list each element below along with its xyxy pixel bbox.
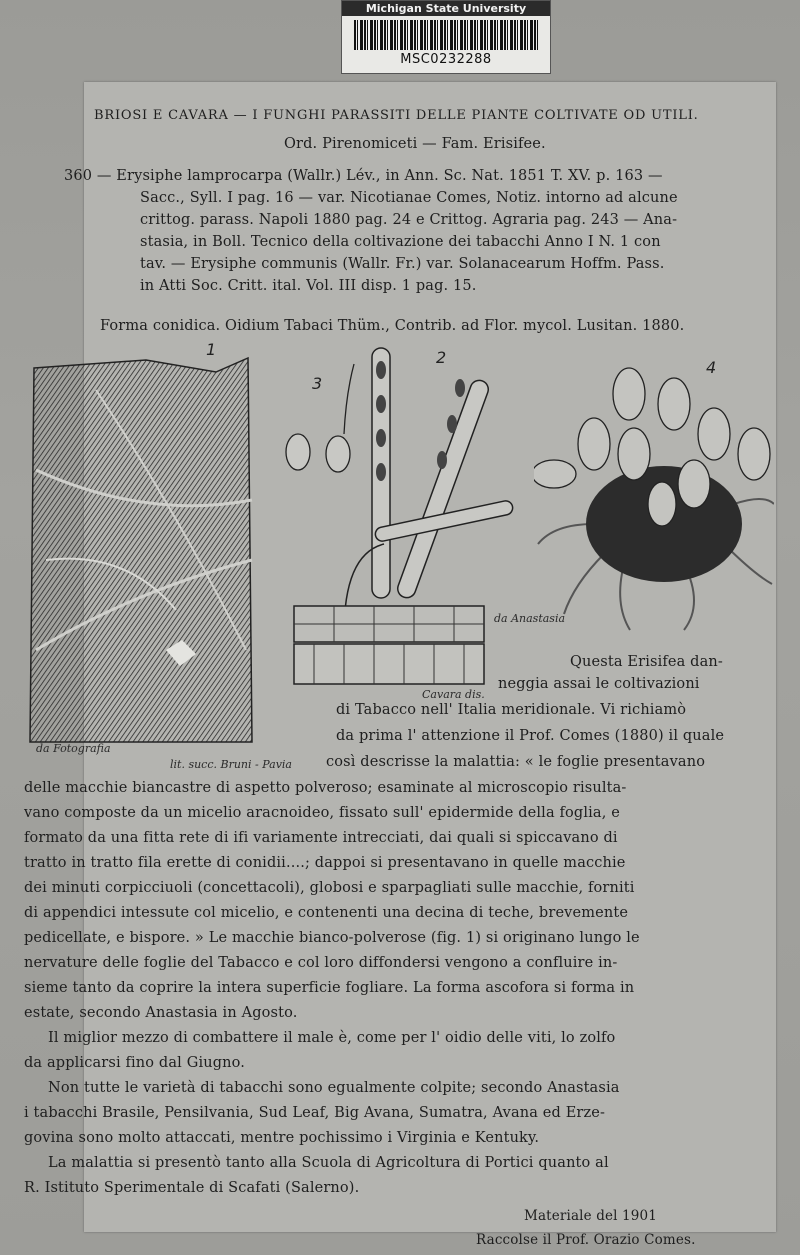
body-line: di appendici intessute col micelio, e contenenti una decina di teche, brevemente bbox=[24, 905, 629, 921]
figure-label-4: 4 bbox=[706, 358, 717, 377]
body-line: delle macchie biancastre di aspetto polveroso; esaminate al microscopio risulta- bbox=[24, 780, 627, 796]
body-line: formato da una fitta rete di ifi variamente intrecciati, dai quali si spiccavano di bbox=[24, 830, 618, 846]
body-line: di Tabacco nell' Italia meridionale. Vi richiamò bbox=[336, 702, 687, 718]
body-line: sieme tanto da coprire la intera superficie fogliare. La forma ascofora si forma in bbox=[24, 980, 635, 996]
body-line: vano composte da un micelio aracnoideo, fissato sull' epidermide della foglia, e bbox=[24, 805, 620, 821]
body-line: da prima l' attenzione il Prof. Comes (1880) il quale bbox=[336, 728, 725, 744]
body-line: da applicarsi fino dal Giugno. bbox=[24, 1055, 246, 1071]
figure-4-perithecium bbox=[534, 354, 774, 634]
entry-line: 360 — Erysiphe lamprocarpa (Wallr.) Lév., in Ann. Sc. Nat. 1851 T. XV. p. 163 — bbox=[64, 168, 663, 184]
series-title: BRIOSI E CAVARA — I FUNGHI PARASSITI DELLE PIANTE COLTIVATE OD UTILI. bbox=[94, 108, 699, 123]
printed-label bbox=[24, 82, 776, 1248]
body-line: Il miglior mezzo di combattere il male è, come per l' oidio delle viti, lo zolfo bbox=[48, 1030, 616, 1046]
body-line: tratto in tratto fila erette di conidii....; dappoi si presentavano in quelle macchie bbox=[24, 855, 626, 871]
figure-1-leaf bbox=[26, 350, 276, 750]
entry-line: crittog. parass. Napoli 1880 pag. 24 e Crittog. Agraria pag. 243 — Ana- bbox=[140, 212, 678, 228]
material-year: Materiale del 1901 bbox=[524, 1208, 657, 1224]
printer-caption: lit. succ. Bruni - Pavia bbox=[170, 758, 292, 771]
drawer-caption: Cavara dis. bbox=[422, 688, 485, 701]
body-line: La malattia si presentò tanto alla Scuola di Agricoltura di Portici quanto al bbox=[48, 1155, 609, 1171]
body-line: nervature delle foglie del Tabacco e col loro diffondersi vengono a confluire in- bbox=[24, 955, 618, 971]
source-caption: da Anastasia bbox=[494, 612, 566, 625]
body-line: R. Istituto Sperimentale di Scafati (Salerno). bbox=[24, 1180, 360, 1196]
figure-label-3: 3 bbox=[312, 374, 323, 393]
barcode-label bbox=[341, 0, 551, 74]
institution-name: Michigan State University bbox=[342, 1, 550, 16]
body-line: i tabacchi Brasile, Pensilvania, Sud Leaf, Big Avana, Sumatra, Avana ed Erze- bbox=[24, 1105, 606, 1121]
entry-line: stasia, in Boll. Tecnico della coltivazione dei tabacchi Anno I N. 1 con bbox=[140, 234, 661, 250]
collector: Raccolse il Prof. Orazio Comes. bbox=[476, 1232, 696, 1248]
forma-conidica-line: Forma conidica. Oidium Tabaci Thüm., Contrib. ad Flor. mycol. Lusitan. 1880. bbox=[100, 318, 685, 334]
figure-2-conidiophores bbox=[284, 344, 534, 694]
entry-line: in Atti Soc. Critt. ital. Vol. III disp. 1 pag. 15. bbox=[140, 278, 477, 294]
barcode-bars bbox=[354, 20, 538, 50]
body-line: pedicellate, e bispore. » Le macchie bianco-polverose (fig. 1) si originano lungo le bbox=[24, 930, 640, 946]
figure-caption-photo: da Fotografia bbox=[36, 742, 111, 755]
figure-label-1: 1 bbox=[206, 340, 217, 359]
body-line: neggia assai le coltivazioni bbox=[498, 676, 700, 692]
entry-line: Sacc., Syll. I pag. 16 — var. Nicotianae Comes, Notiz. intorno ad alcune bbox=[140, 190, 678, 206]
body-line: Questa Erisifea dan- bbox=[570, 654, 723, 670]
barcode-number: MSC0232288 bbox=[400, 52, 492, 67]
body-line: Non tutte le varietà di tabacchi sono egualmente colpite; secondo Anastasia bbox=[48, 1080, 620, 1096]
body-line: dei minuti corpicciuoli (concettacoli), globosi e sparpagliati sulle macchie, forniti bbox=[24, 880, 635, 896]
body-line: così descrisse la malattia: « le foglie presentavano bbox=[326, 754, 706, 770]
figure-label-2: 2 bbox=[436, 348, 447, 367]
body-line: govina sono molto attaccati, mentre pochissimo i Virginia e Kentuky. bbox=[24, 1130, 540, 1146]
order-line: Ord. Pirenomiceti — Fam. Erisifee. bbox=[284, 136, 546, 152]
body-line: estate, secondo Anastasia in Agosto. bbox=[24, 1005, 298, 1021]
entry-line: tav. — Erysiphe communis (Wallr. Fr.) var. Solanacearum Hoffm. Pass. bbox=[140, 256, 665, 272]
